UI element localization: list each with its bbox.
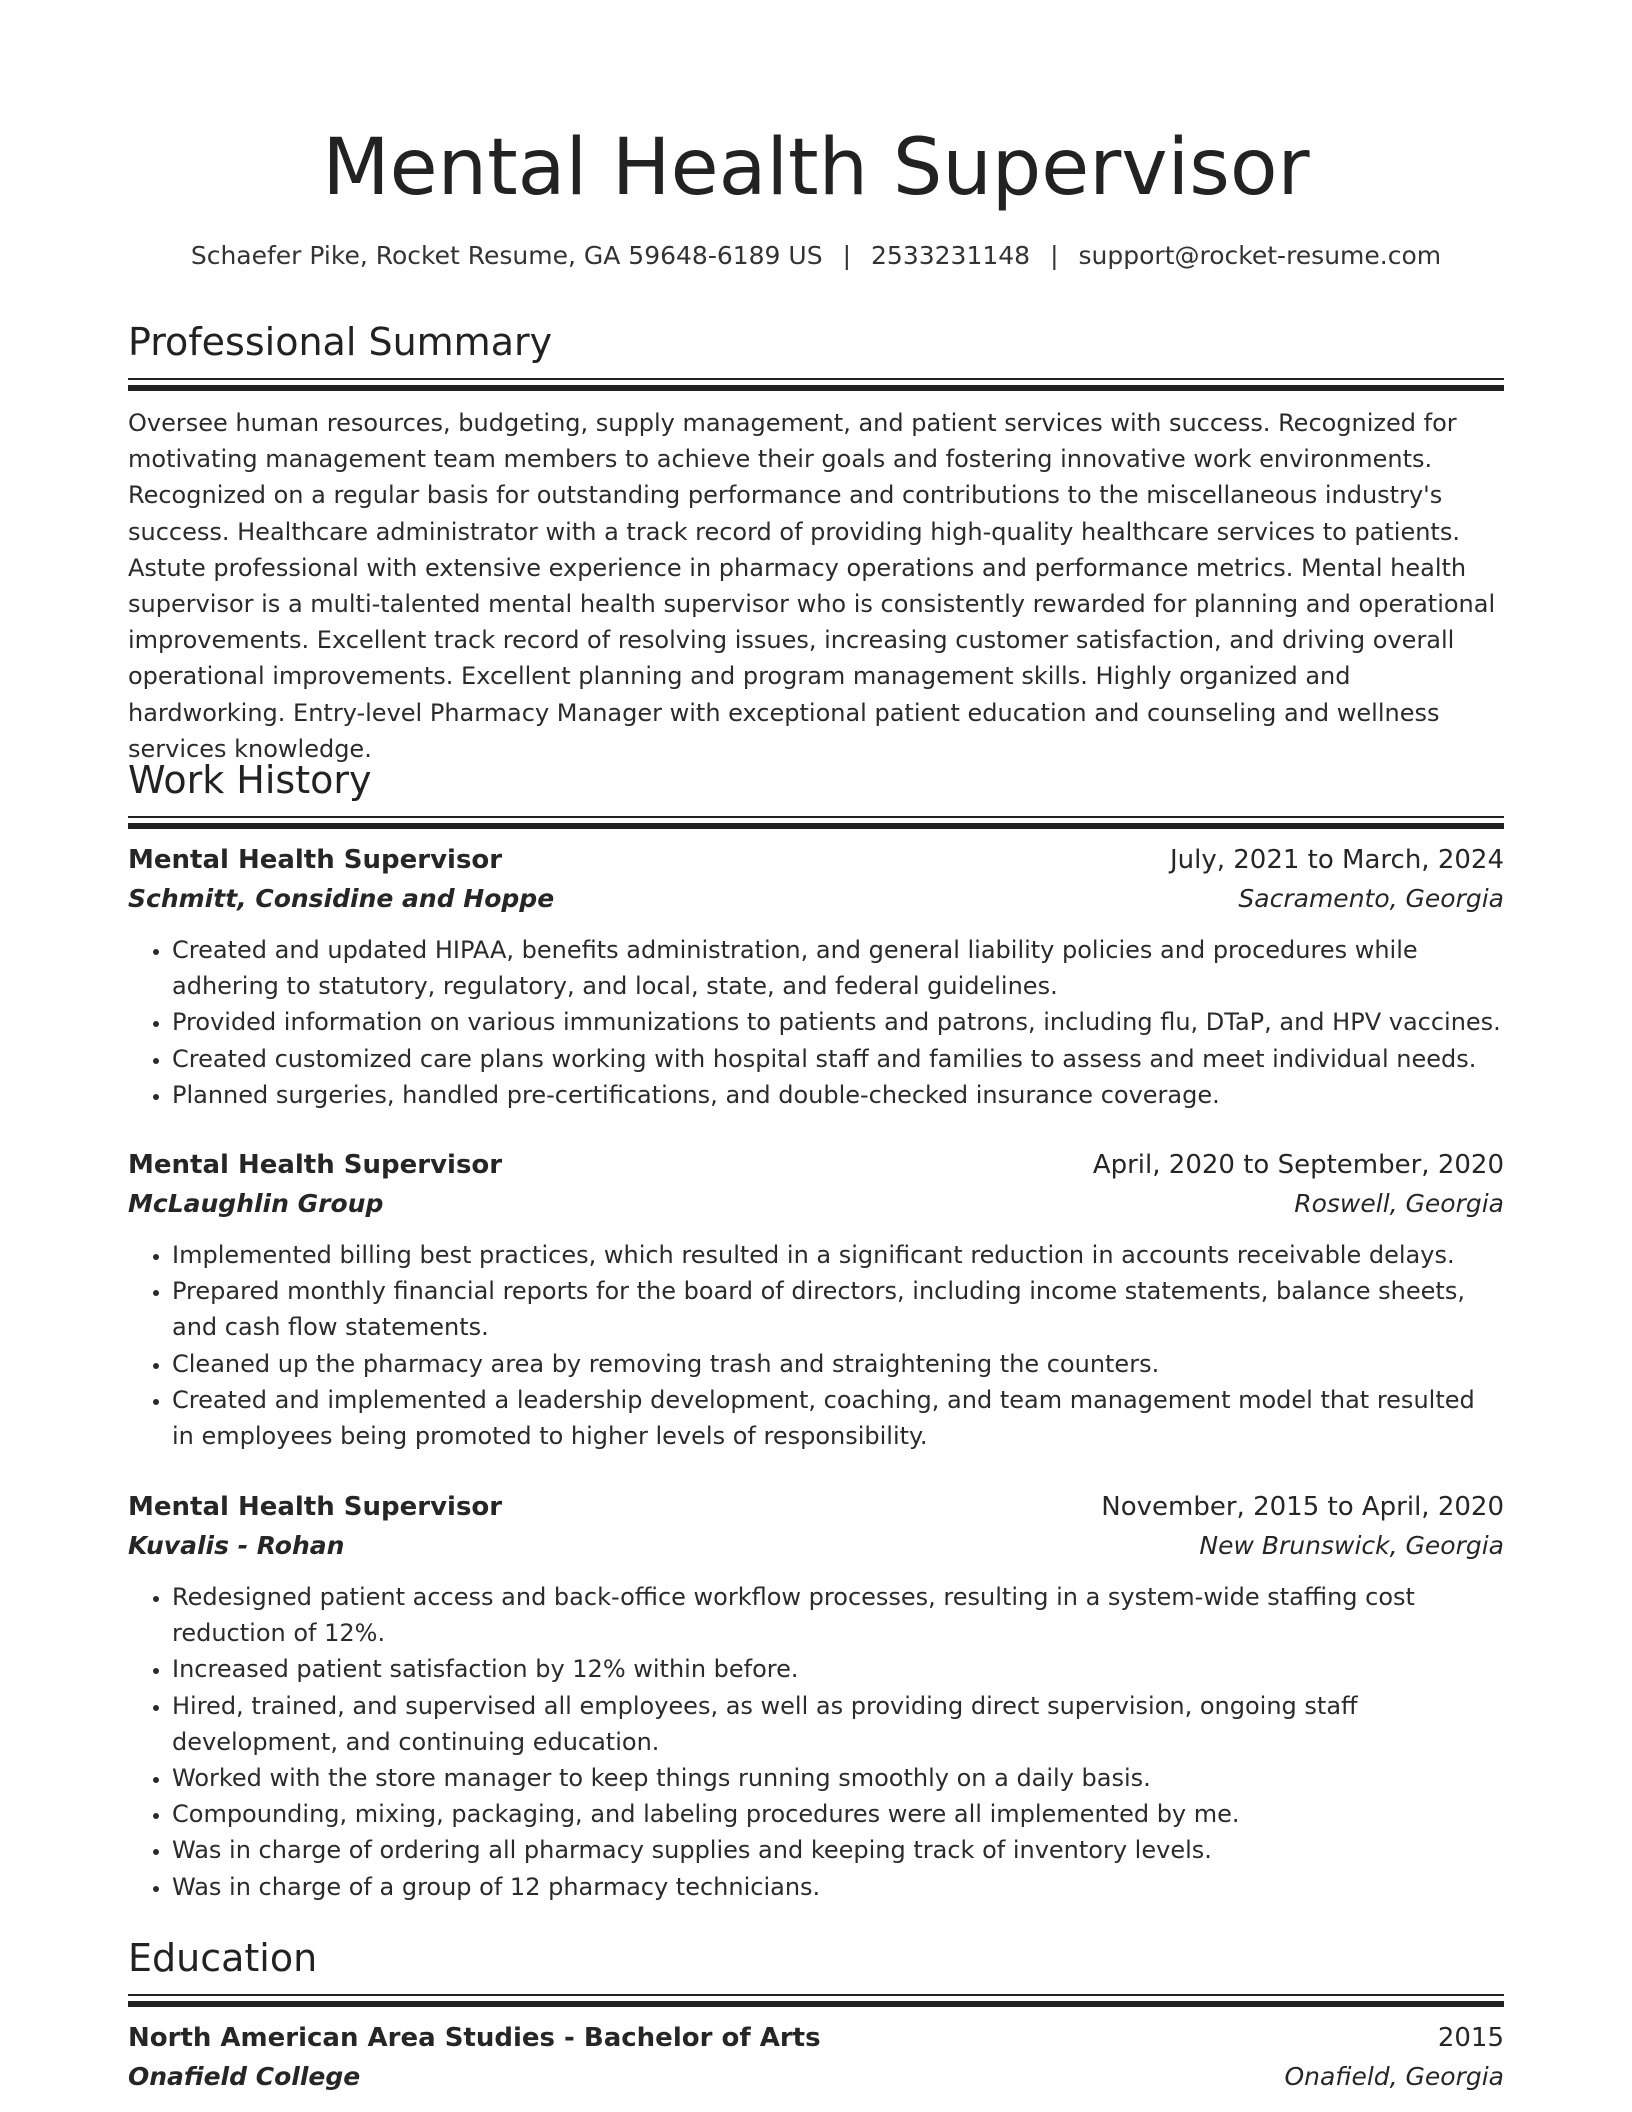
list-item: • Created customized care plans working with hospital staff and families to assess and meet individual needs. <box>172 1041 1504 1077</box>
section-divider <box>128 2001 1504 2007</box>
education-location: Onafield, Georgia <box>1284 2062 1504 2091</box>
contact-separator: | <box>842 241 852 270</box>
summary-section <box>128 318 1504 767</box>
job-company: McLaughlin Group <box>128 1189 384 1218</box>
job-title: Mental Health Supervisor <box>128 1150 503 1180</box>
section-divider <box>128 823 1504 829</box>
list-item: • Worked with the store manager to keep things running smoothly on a daily basis. <box>172 1760 1504 1796</box>
contact-phone: 2533231148 <box>871 241 1031 270</box>
section-divider <box>128 816 1504 818</box>
education-heading: Education <box>128 1936 318 1980</box>
job-bullet-list <box>128 1237 1504 1454</box>
resume-title: Mental Health Supervisor <box>322 123 1310 213</box>
education-section <box>128 1934 1504 2007</box>
list-item: • Redesigned patient access and back-office workflow processes, resulting in a system-wide staffing cost reduction of 12%. <box>172 1579 1504 1651</box>
job-dates: April, 2020 to September, 2020 <box>1092 1150 1504 1180</box>
job-bullet-list <box>128 932 1504 1113</box>
job-title: Mental Health Supervisor <box>128 845 503 875</box>
job-bullet-list <box>128 1579 1504 1905</box>
section-divider <box>128 378 1504 380</box>
list-item: • Was in charge of ordering all pharmacy supplies and keeping track of inventory levels. <box>172 1832 1504 1868</box>
job-entry <box>128 840 1504 1113</box>
contact-email: support@rocket-resume.com <box>1078 241 1442 270</box>
job-entry <box>128 1487 1504 1905</box>
job-entry <box>128 1145 1504 1454</box>
list-item: • Compounding, mixing, packaging, and labeling procedures were all implemented by me. <box>172 1796 1504 1832</box>
list-item: • Provided information on various immunizations to patients and patrons, including flu, DTaP, and HPV vaccines. <box>172 1004 1504 1040</box>
list-item: • Was in charge of a group of 12 pharmacy technicians. <box>172 1869 1504 1905</box>
list-item: • Prepared monthly financial reports for the board of directors, including income statements, balance sheets, and cash flow statements. <box>172 1273 1504 1345</box>
list-item: • Planned surgeries, handled pre-certifications, and double-checked insurance coverage. <box>172 1077 1504 1113</box>
summary-text: Oversee human resources, budgeting, supply management, and patient services with success. Recognized for motivating management team members to achieve their goals and fostering innovative work environments. Recognized on a regular basis for outstanding performance and contributions to the miscellaneous industry's success. Healthcare administrator with a track record of providing high-quality healthcare services to patients. Astute professional with extensive experience in pharmacy operations and performance metrics. Mental health supervisor is a multi-talented mental health supervisor who is consistently rewarded for planning and operational improvements. Excellent track record of resolving issues, increasing customer satisfaction, and driving overall operational improvements. Excellent planning and program management skills. Highly organized and hardworking. Entry-level Pharmacy Manager with exceptional patient education and counseling and wellness services knowledge. <box>128 409 1496 763</box>
education-school: Onafield College <box>128 2062 361 2091</box>
education-entry <box>128 2018 1504 2096</box>
section-divider <box>128 1994 1504 1996</box>
work-history-section <box>128 756 1504 829</box>
section-divider <box>128 385 1504 391</box>
job-company: Schmitt, Considine and Hoppe <box>128 884 555 913</box>
list-item: • Created and implemented a leadership development, coaching, and team management model that resulted in employees being promoted to higher levels of responsibility. <box>172 1382 1504 1454</box>
contact-line <box>128 238 1504 274</box>
job-dates: November, 2015 to April, 2020 <box>1101 1492 1504 1522</box>
job-dates: July, 2021 to March, 2024 <box>1169 845 1504 875</box>
list-item: • Created and updated HIPAA, benefits administration, and general liability policies and procedures while adhering to statutory, regulatory, and local, state, and federal guidelines. <box>172 932 1504 1004</box>
list-item: • Cleaned up the pharmacy area by removing trash and straightening the counters. <box>172 1346 1504 1382</box>
job-company: Kuvalis - Rohan <box>128 1531 345 1560</box>
education-degree: North American Area Studies - Bachelor of Arts <box>128 2023 821 2053</box>
contact-address: Schaefer Pike, Rocket Resume, GA 59648-6189 US <box>190 241 823 270</box>
list-item: • Hired, trained, and supervised all employees, as well as providing direct supervision, ongoing staff development, and continuing education. <box>172 1688 1504 1760</box>
work-history-heading: Work History <box>128 758 372 802</box>
contact-separator: | <box>1050 241 1059 270</box>
summary-heading: Professional Summary <box>128 320 553 364</box>
list-item: • Implemented billing best practices, which resulted in a significant reduction in accounts receivable delays. <box>172 1237 1504 1273</box>
job-location: New Brunswick, Georgia <box>1199 1531 1504 1560</box>
education-year: 2015 <box>1437 2023 1504 2053</box>
job-location: Roswell, Georgia <box>1294 1189 1504 1218</box>
list-item: • Increased patient satisfaction by 12% within before. <box>172 1651 1504 1687</box>
job-location: Sacramento, Georgia <box>1238 884 1504 913</box>
job-title: Mental Health Supervisor <box>128 1492 503 1522</box>
